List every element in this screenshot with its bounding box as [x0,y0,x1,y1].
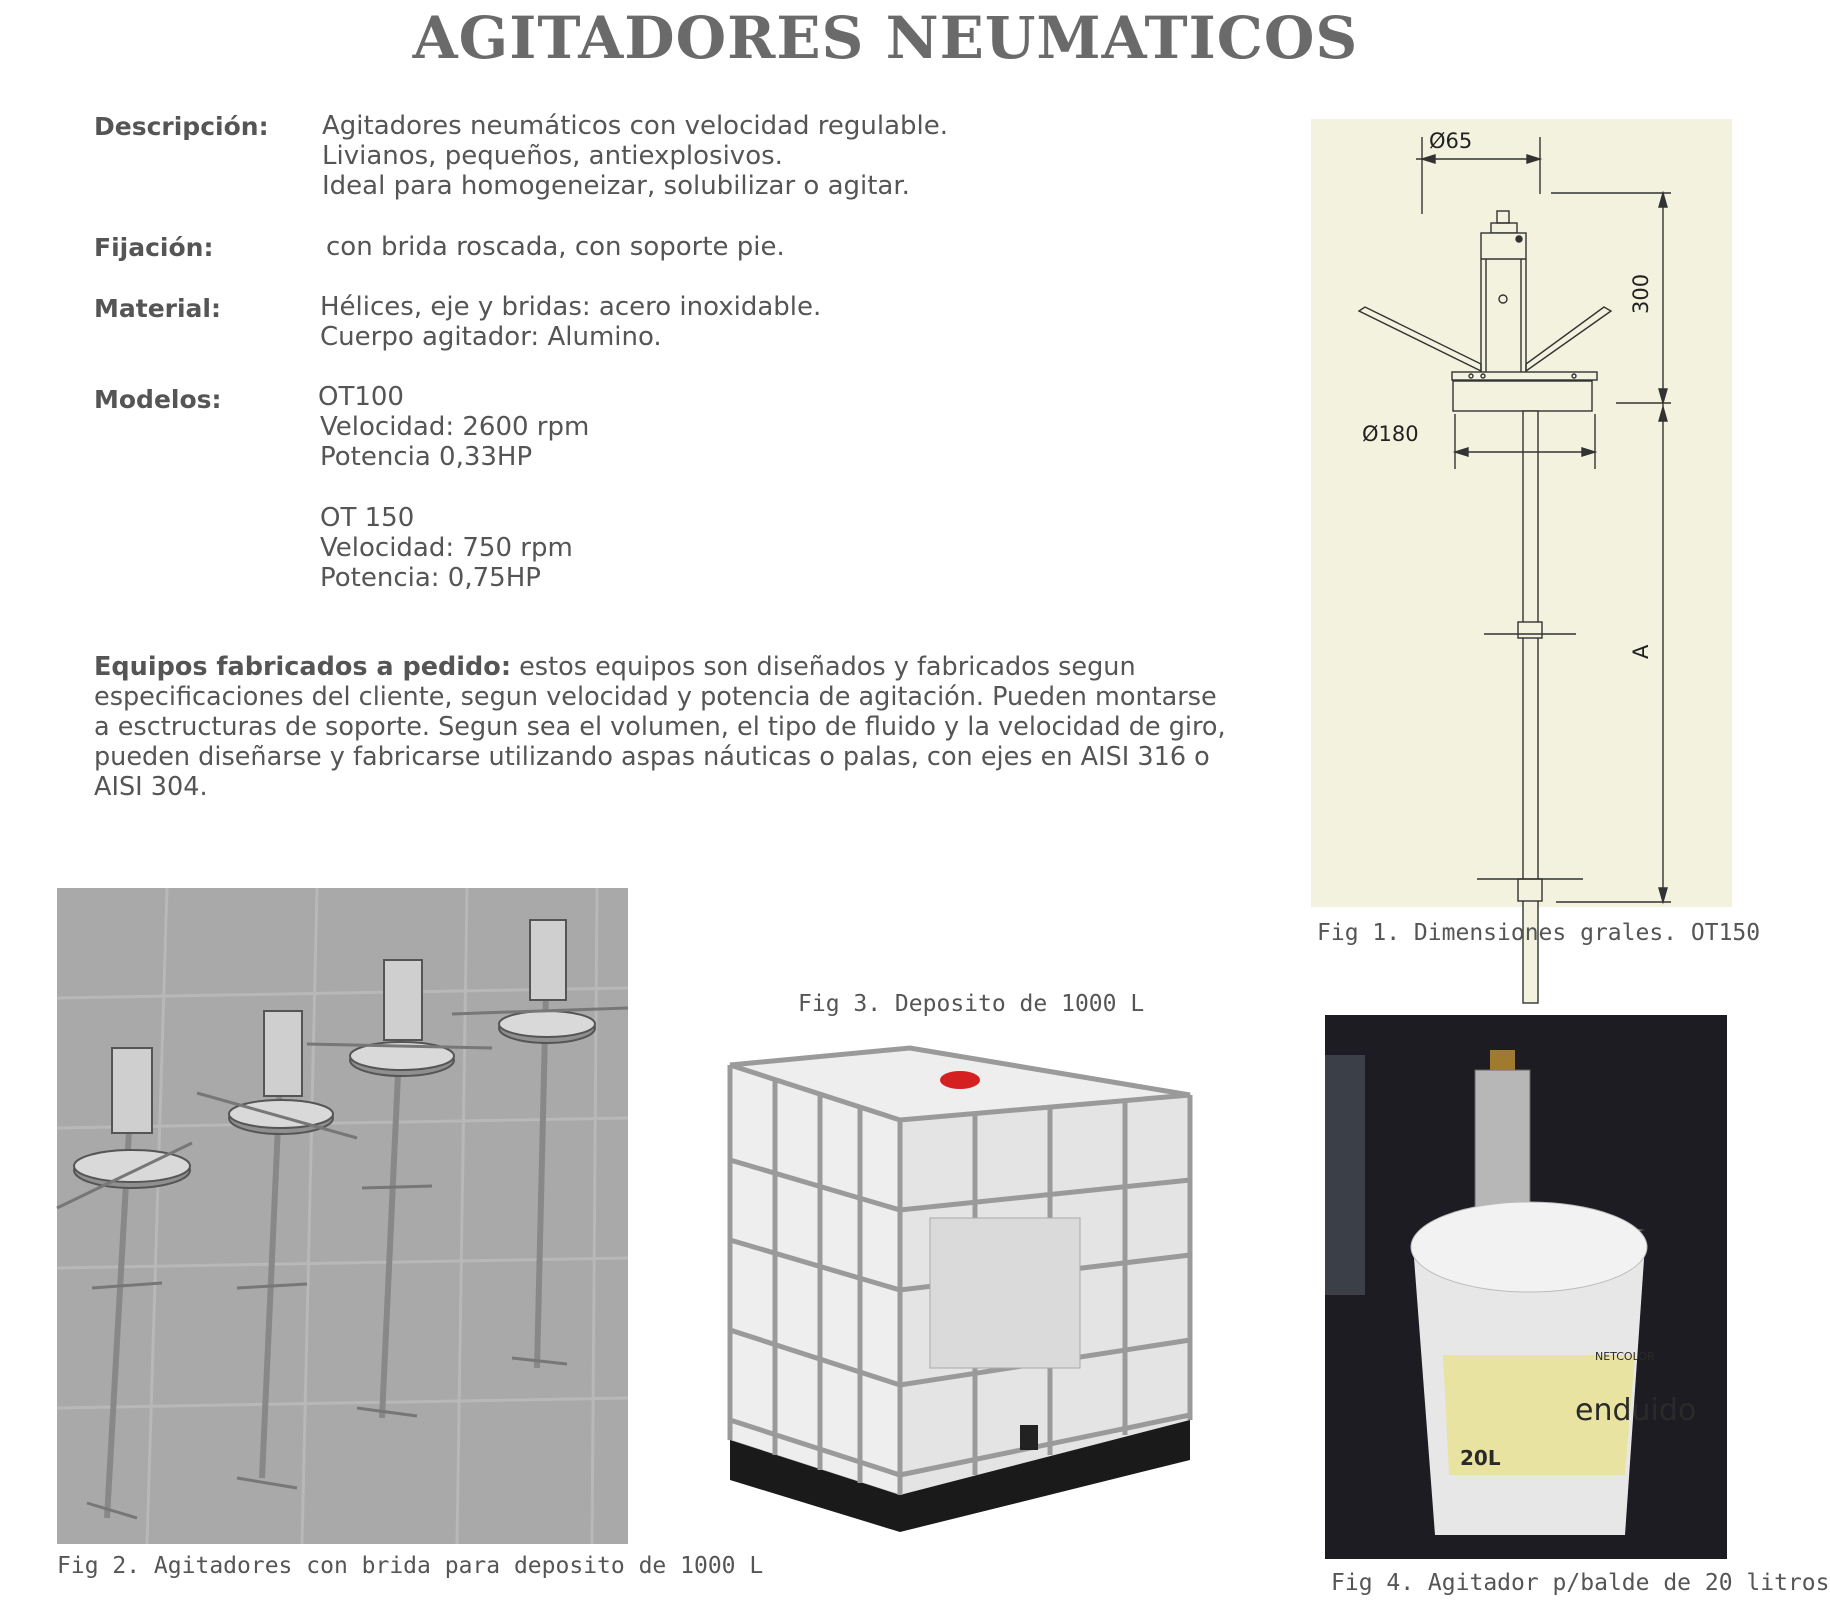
material-line-2: Cuerpo agitador: Alumino. [320,322,662,352]
custom-equipment-lead: Equipos fabricados a pedido: [94,652,512,682]
descripcion-line-3: Ideal para homogeneizar, solubilizar o agitar. [322,171,910,201]
model-1-speed: Velocidad: 2600 rpm [320,412,590,442]
fig2-agitators-photo [57,888,628,1544]
dim-height: 300 [1629,273,1653,314]
material-line-1: Hélices, eje y bridas: acero inoxidable. [320,292,822,322]
fig1-caption: Fig 1. Dimensiones grales. OT150 [1317,920,1761,946]
fijacion-line-1: con brida roscada, con soporte pie. [326,232,785,262]
bucket-brand-label: NETCOLOR [1595,1350,1655,1363]
fig1-dimension-drawing [1311,119,1732,907]
descripcion-line-1: Agitadores neumáticos con velocidad regulable. [322,111,949,141]
material-label: Material: [94,294,221,323]
fig3-caption: Fig 3. Deposito de 1000 L [798,991,1145,1017]
model-2-power: Potencia: 0,75HP [320,563,541,593]
fig3-ibc-tank-image [720,1040,1195,1532]
model-1-power: Potencia 0,33HP [320,442,533,472]
page-title: AGITADORES NEUMATICOS [412,4,1359,72]
dim-length: A [1629,644,1653,659]
dim-diameter-flange: Ø180 [1362,422,1419,446]
dim-diameter-top: Ø65 [1429,129,1473,153]
model-2-speed: Velocidad: 750 rpm [320,533,573,563]
fig2-caption: Fig 2. Agitadores con brida para deposito de 1000 L [57,1553,764,1579]
bucket-product-label: enduido [1575,1393,1697,1428]
model-2-name: OT 150 [320,503,415,533]
bucket-size-label: 20L [1460,1446,1501,1470]
descripcion-line-2: Livianos, pequeños, antiexplosivos. [322,141,783,171]
modelos-label: Modelos: [94,385,222,414]
custom-equipment-text: estos equipos son diseñados y fabricados segun especificaciones del cliente, segun velocidad y potencia de agitación. Pueden montarse a esctructuras de soporte. Segun sea el volumen, el tipo de fluido y la velocidad de giro, pueden diseñarse y fabricarse utilizando aspas náuticas o palas, con ejes en AISI 316 o AISI 304. [94,652,1226,802]
model-1-name: OT100 [318,382,404,412]
fijacion-label: Fijación: [94,233,214,262]
custom-equipment-paragraph [94,652,1234,802]
fig4-caption: Fig 4. Agitador p/balde de 20 litros [1331,1570,1830,1596]
descripcion-label: Descripción: [94,112,269,141]
fig4-bucket-photo [1325,1015,1727,1559]
